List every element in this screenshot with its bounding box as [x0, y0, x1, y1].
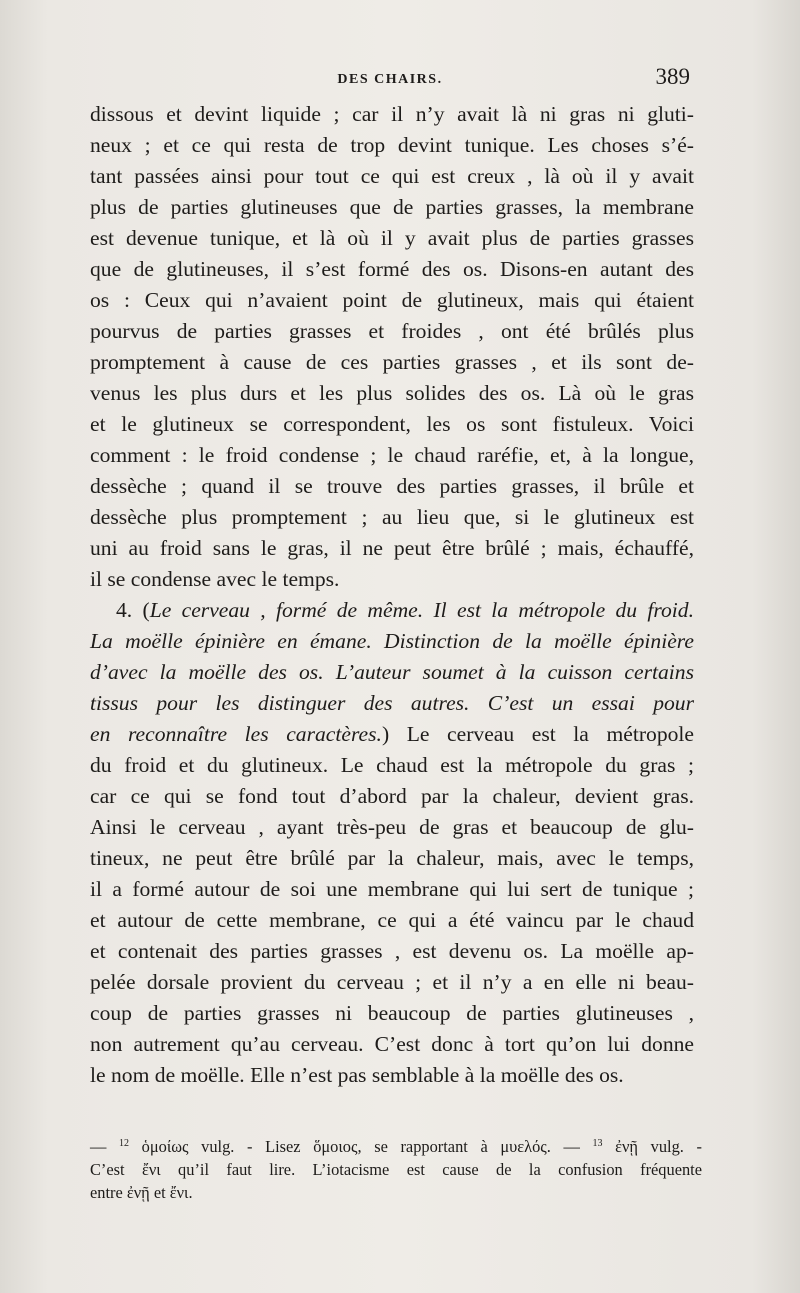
text-line: dessèche plus promptement ; au lieu que, si le glutineux est [90, 505, 694, 529]
text-line: il se condense avec le temps. [90, 567, 340, 591]
section-summary-end-line: en reconnaître les caractères.) Le cerveau est la métropole [90, 722, 694, 746]
section-text-start: Le cerveau est la métropole [406, 722, 694, 746]
section-summary-line: d’avec la moëlle des os. L’auteur soumet à la cuisson certains [90, 660, 694, 684]
main-text [90, 99, 694, 1091]
text-line: promptement à cause de ces parties grasses , et ils sont de- [90, 350, 694, 374]
text-line: Ainsi le cerveau , ayant très-peu de gras et beaucoup de glu- [90, 815, 694, 839]
text-line: et autour de cette membrane, ce qui a été vaincu par le chaud [90, 908, 694, 932]
section-heading-line: 4. (Le cerveau , formé de même. Il est la métropole du froid. [116, 598, 694, 622]
text-line: et contenait des parties grasses , est devenu os. La moëlle ap- [90, 939, 694, 963]
text-line: est devenue tunique, et là où il y avait plus de parties grasses [90, 226, 694, 250]
text-line: dessèche ; quand il se trouve des parties grasses, il brûle et [90, 474, 694, 498]
text-line: pourvus de parties grasses et froides , ont été brûlés plus [90, 319, 694, 343]
section-summary-end: en reconnaître les caractères. [90, 722, 382, 746]
text-line: os : Ceux qui n’avaient point de glutineux, mais qui étaient [90, 288, 694, 312]
text-line: coup de parties grasses ni beaucoup de parties glutineuses , [90, 1001, 694, 1025]
text-line: neux ; et ce qui resta de trop devint tunique. Les choses s’é- [90, 133, 694, 157]
text-line: non autrement qu’au cerveau. C’est donc à tort qu’on lui donne [90, 1032, 694, 1056]
page-header [90, 64, 690, 94]
section-summary-line: tissus pour les distinguer des autres. C’est un essai pour [90, 691, 694, 715]
footnote-dash: — [90, 1137, 107, 1156]
text-line: le nom de moëlle. Elle n’est pas semblable à la moëlle des os. [90, 1063, 624, 1087]
text-line: que de glutineuses, il s’est formé des os. Disons-en autant des [90, 257, 694, 281]
footnote-13-text: ἐνῇ vulg. - [615, 1137, 702, 1156]
text-line: comment : le froid condense ; le chaud raréfie, et, à la longue, [90, 443, 694, 467]
text-line: dissous et devint liquide ; car il n’y avait là ni gras ni gluti- [90, 102, 694, 126]
footnote-mark-12: 12 [119, 1138, 130, 1149]
running-title: DES CHAIRS. [337, 72, 443, 87]
text-line: pelée dorsale provient du cerveau ; et il n’y a en elle ni beau- [90, 970, 694, 994]
text-line: uni au froid sans le gras, il ne peut être brûlé ; mais, échauffé, [90, 536, 694, 560]
text-line: venus les plus durs et les plus solides des os. Là où le gras [90, 381, 694, 405]
text-line: du froid et du glutineux. Le chaud est la métropole du gras ; [90, 753, 694, 777]
text-line: et le glutineux se correspondent, les os sont fistuleux. Voici [90, 412, 694, 436]
footnote-line [90, 1135, 702, 1158]
section-summary: Le cerveau , formé de même. Il est la métropole du froid. [149, 598, 694, 622]
section-number: 4. [116, 598, 133, 622]
section-summary-line: La moëlle épinière en émane. Distinction de la moëlle épinière [90, 629, 694, 653]
footnote-12-text: ὁμοίως vulg. - Lisez ὅμοιος, se rapportant à μυελός. — [141, 1137, 580, 1156]
footnote-line: C’est ἔνι qu’il faut lire. L’iotacisme est cause de la confusion fréquente [90, 1160, 702, 1179]
footnotes [90, 1135, 702, 1204]
footnote-mark-13: 13 [592, 1138, 603, 1149]
text-line: car ce qui se fond tout d’abord par la chaleur, devient gras. [90, 784, 694, 808]
text-line: il a formé autour de soi une membrane qui lui sert de tunique ; [90, 877, 694, 901]
footnote-line: entre ἐνῇ et ἔνι. [90, 1183, 193, 1202]
text-line: tant passées ainsi pour tout ce qui est creux , là où il y avait [90, 164, 694, 188]
text-line: plus de parties glutineuses que de parties grasses, la membrane [90, 195, 694, 219]
page-number: 389 [655, 64, 690, 89]
text-line: tineux, ne peut être brûlé par la chaleur, mais, avec le temps, [90, 846, 694, 870]
